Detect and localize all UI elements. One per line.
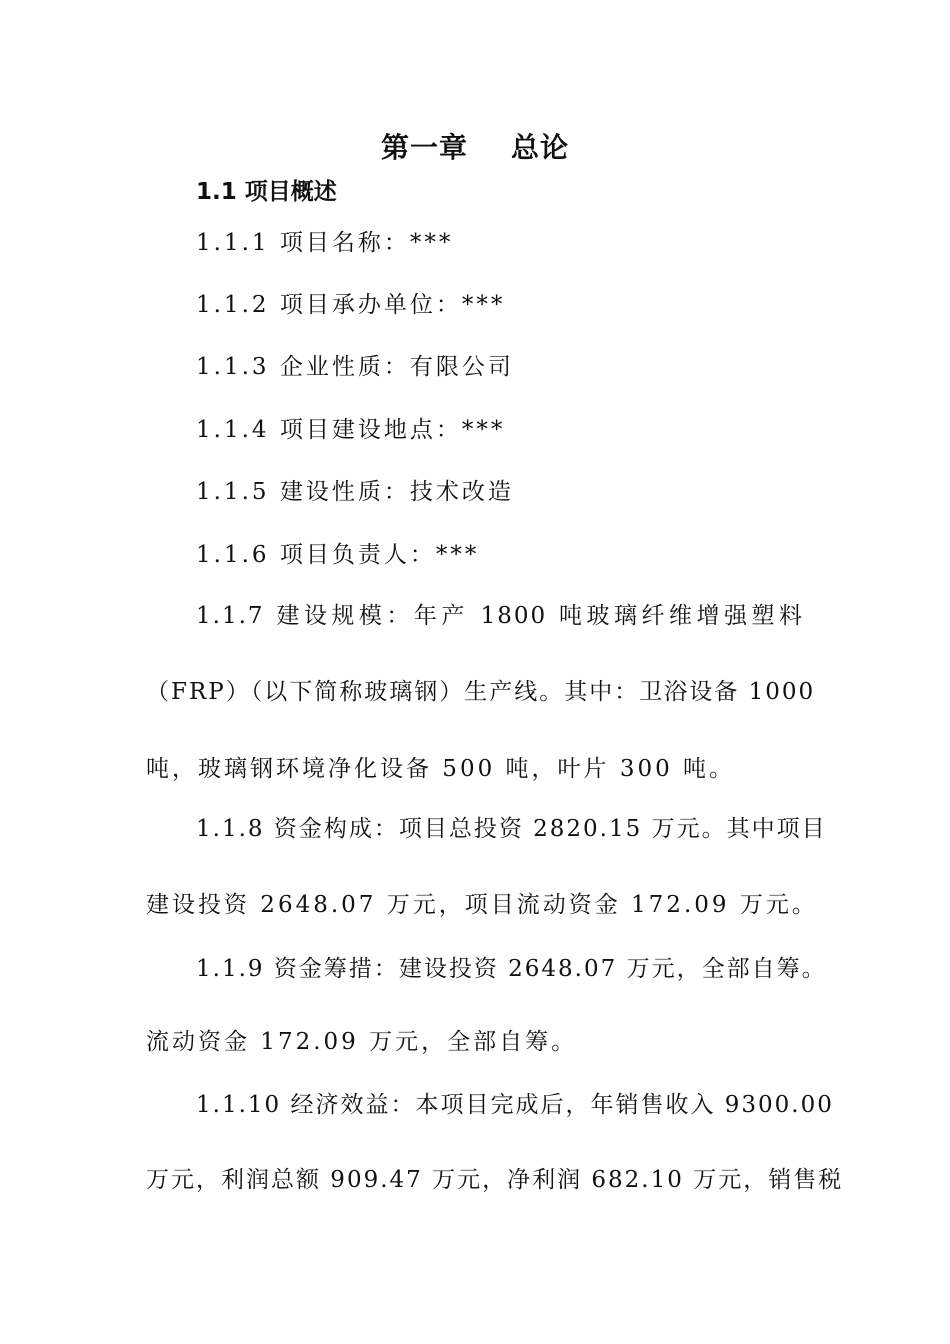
funding-source-line-2: 流动资金 172.09 万元，全部自筹。	[146, 1029, 578, 1055]
scale-line-3: 吨，玻璃钢环境净化设备 500 吨，叶片 300 吨。	[146, 756, 736, 782]
economic-benefit-line-1: 1.1.10 经济效益：本项目完成后，年销售收入 9300.00	[196, 1092, 834, 1118]
funding-structure-line-2: 建设投资 2648.07 万元，项目流动资金 172.09 万元。	[146, 892, 818, 918]
funding-source-line-1: 1.1.9 资金筹措：建设投资 2648.07 万元，全部自筹。	[196, 956, 827, 982]
enterprise-nature-line: 1.1.3 企业性质：有限公司	[196, 354, 514, 380]
funding-structure-line-1: 1.1.8 资金构成：项目总投资 2820.15 万元。其中项目	[196, 816, 827, 842]
project-name-line: 1.1.1 项目名称：***	[196, 230, 454, 256]
sponsor-unit-line: 1.1.2 项目承办单位：***	[196, 292, 506, 318]
chapter-title: 第一章 总论	[381, 131, 569, 164]
economic-benefit-line-2: 万元，利润总额 909.47 万元，净利润 682.10 万元，销售税	[146, 1167, 844, 1193]
construction-nature-line: 1.1.5 建设性质：技术改造	[196, 479, 514, 505]
scale-line-2: （FRP）（以下简称玻璃钢）生产线。其中：卫浴设备 1000	[146, 679, 816, 705]
project-leader-line: 1.1.6 项目负责人：***	[196, 542, 480, 568]
scale-line-1: 1.1.7 建设规模：年产 1800 吨玻璃纤维增强塑料	[196, 603, 804, 629]
section-title: 1.1 项目概述	[196, 179, 337, 205]
construction-site-line: 1.1.4 项目建设地点：***	[196, 417, 506, 443]
